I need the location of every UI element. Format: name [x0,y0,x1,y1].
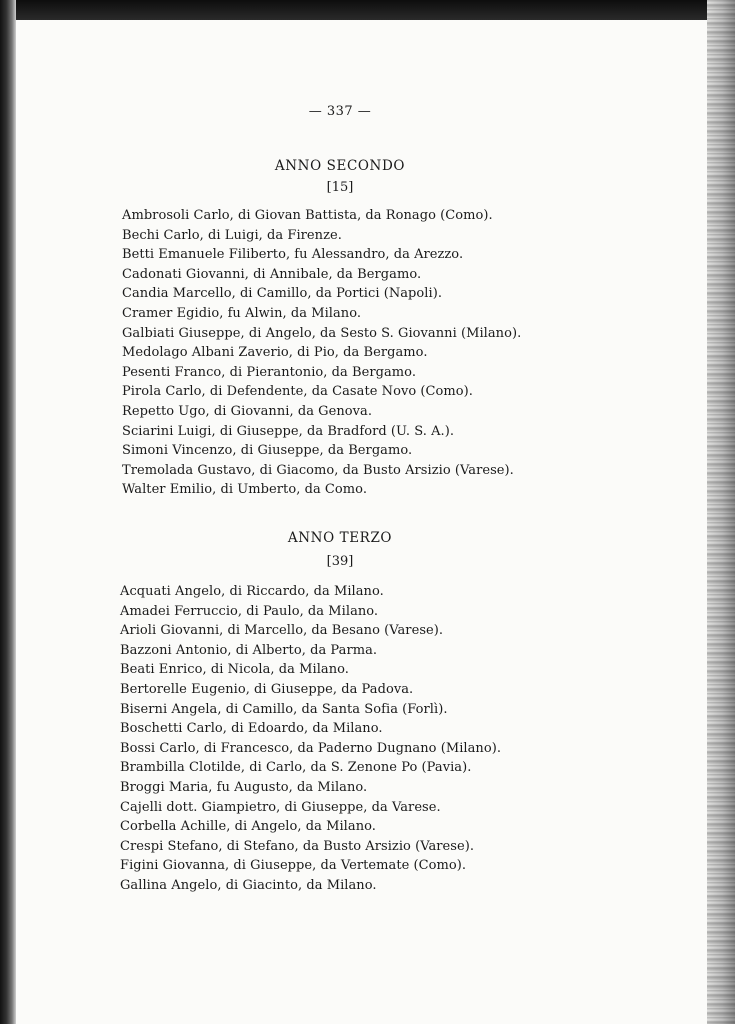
list-item: Figini Giovanna, di Giuseppe, da Vertemate (Como). [120,858,467,874]
list-item: Biserni Angela, di Camillo, da Santa Sofia (Forlì). [120,701,448,717]
list-item: Cramer Egidio, fu Alwin, da Milano. [122,305,362,321]
list-item: Pirola Carlo, di Defendente, da Casate Novo (Como). [122,384,473,400]
list-item: Beati Enrico, di Nicola, da Milano. [120,662,349,678]
list-item: Galbiati Giuseppe, di Angelo, da Sesto S. Giovanni (Milano). [122,325,522,341]
list-item: Repetto Ugo, di Giovanni, da Genova. [122,403,373,419]
page-number: — 337 — [308,104,372,119]
section-count-anno-secondo: [15] [326,180,354,195]
list-item: Brambilla Clotilde, di Carlo, da S. Zenone Po (Pavia). [120,760,472,776]
scan-right-edge [707,0,735,1024]
list-item: Simoni Vincenzo, di Giuseppe, da Bergamo. [122,443,413,459]
list-item: Walter Emilio, di Umberto, da Como. [122,482,368,498]
list-item: Medolago Albani Zaverio, di Pio, da Bergamo. [122,345,428,361]
list-item: Bossi Carlo, di Francesco, da Paderno Dugnano (Milano). [120,740,502,756]
list-item: Cajelli dott. Giampietro, di Giuseppe, da Varese. [120,799,441,815]
scan-top-border [0,0,735,20]
scan-left-border [0,0,16,1024]
list-item: Arioli Giovanni, di Marcello, da Besano (Varese). [120,623,444,639]
list-item: Tremolada Gustavo, di Giacomo, da Busto Arsizio (Varese). [122,462,514,478]
list-item: Boschetti Carlo, di Edoardo, da Milano. [120,721,383,737]
list-item: Ambrosoli Carlo, di Giovan Battista, da Ronago (Como). [122,208,493,223]
list-item: Crespi Stefano, di Stefano, da Busto Arsizio (Varese). [120,838,475,854]
section-count-anno-terzo: [39] [326,554,354,569]
list-item: Bazzoni Antonio, di Alberto, da Parma. [120,642,378,658]
section-heading-anno-terzo: ANNO TERZO [287,530,393,546]
list-item: Cadonati Giovanni, di Annibale, da Bergamo. [122,266,422,282]
entry-list-anno-terzo [120,582,501,896]
list-item: Candia Marcello, di Camillo, da Portici (Napoli). [122,286,443,302]
section-heading-anno-secondo: ANNO SECONDO [274,158,406,174]
list-item: Broggi Maria, fu Augusto, da Milano. [120,779,368,795]
list-item: Corbella Achille, di Angelo, da Milano. [120,819,376,835]
list-item: Acquati Angelo, di Riccardo, da Milano. [120,584,384,599]
list-item: Sciarini Luigi, di Giuseppe, da Bradford (U. S. A.). [122,423,455,439]
list-item: Betti Emanuele Filiberto, fu Alessandro, da Arezzo. [122,247,464,263]
list-item: Gallina Angelo, di Giacinto, da Milano. [120,877,377,893]
entry-list-anno-secondo [122,206,521,500]
list-item: Amadei Ferruccio, di Paulo, da Milano. [120,603,379,619]
list-item: Bertorelle Eugenio, di Giuseppe, da Padova. [120,681,414,697]
list-item: Bechi Carlo, di Luigi, da Firenze. [122,227,342,243]
list-item: Pesenti Franco, di Pierantonio, da Bergamo. [122,364,417,380]
